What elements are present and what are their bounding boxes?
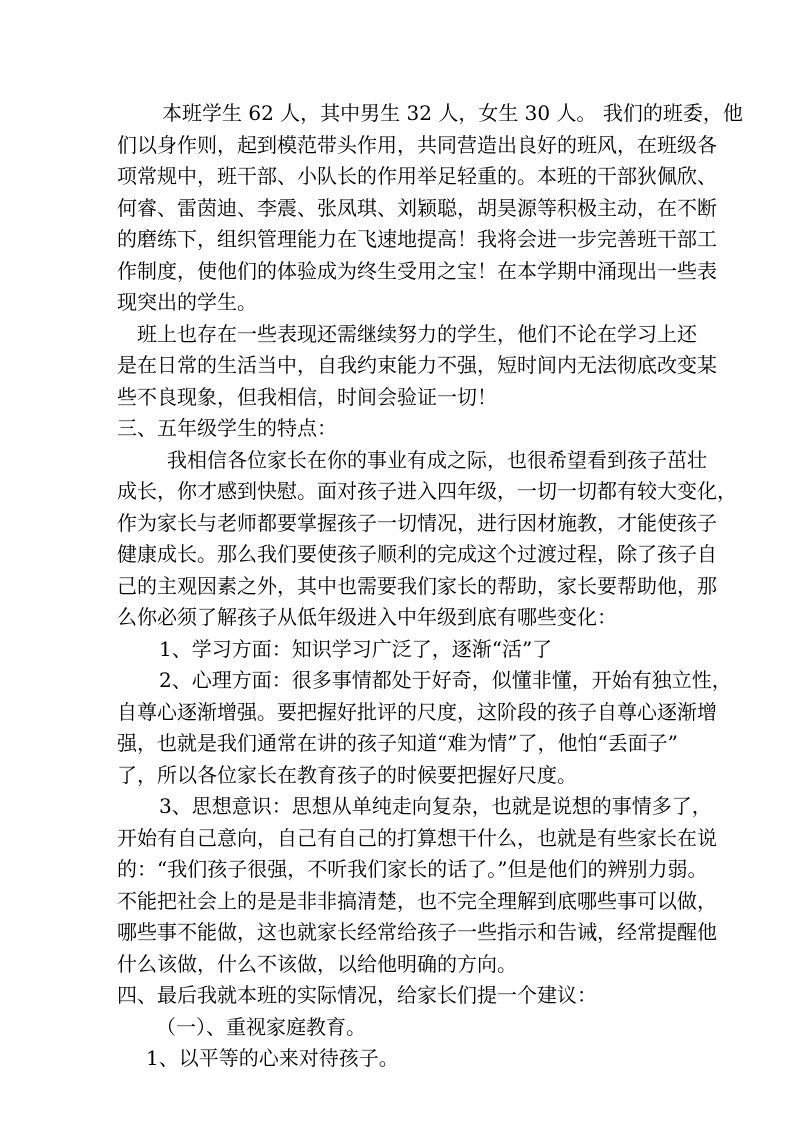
subsection-heading: （一）、重视家庭教育。 (156, 1015, 366, 1039)
paragraph-line: 健康成长。那么我们要使孩子顺利的完成这个过渡过程，除了孩子自 (117, 542, 717, 566)
paragraph-line: 作制度，使他们的体验成为终生受用之宝！在本学期中涌现出一些表 (117, 259, 717, 283)
paragraph-line: 己的主观因素之外，其中也需要我们家长的帮助，家长要帮助他，那 (117, 574, 717, 598)
paragraph-line: 成长，你才感到快慰。面对孩子进入四年级，一切一切都有较大变化， (117, 479, 737, 503)
paragraph-line: 现突出的学生。 (117, 290, 257, 314)
paragraph-line: 的磨练下，组织管理能力在飞速地提高！我将会进一步完善班干部工 (117, 227, 717, 251)
paragraph-line: 么你必须了解孩子从低年级进入中年级到底有哪些变化： (117, 605, 617, 629)
paragraph-line: 们以身作则，起到模范带头作用，共同营造出良好的班风，在班级各 (117, 133, 717, 157)
paragraph-line: 强，也就是我们通常在讲的孩子知道“难为情”了，他怕“丢面子” (117, 731, 678, 755)
paragraph-line: 本班学生 62 人，其中男生 32 人，女生 30 人。 我们的班委，他 (162, 101, 743, 125)
paragraph-line: 开始有自己意向，自己有自己的打算想干什么，也就是有些家长在说 (117, 826, 717, 850)
paragraph-line: 不能把社会上的是是非非搞清楚，也不完全理解到底哪些事可以做， (117, 889, 717, 913)
paragraph-line: 何睿、雷茵迪、李震、张凤琪、刘颖聪，胡昊源等积极主动，在不断 (117, 196, 717, 220)
paragraph-line: 的：“我们孩子很强，不听我们家长的话了。”但是他们的辨别力弱。 (117, 857, 708, 881)
paragraph-line: 自尊心逐渐增强。要把握好批评的尺度，这阶段的孩子自尊心逐渐增 (117, 700, 717, 724)
paragraph-line: 项常规中，班干部、小队长的作用举足轻重的。本班的干部狄佩欣、 (117, 164, 717, 188)
paragraph-line: 什么该做，什么不该做，以给他明确的方向。 (117, 952, 517, 976)
list-item: 3、思想意识：思想从单纯走向复杂，也就是说想的事情多了， (159, 794, 712, 818)
list-item: 2、心理方面：很多事情都处于好奇，似懂非懂，开始有独立性， (159, 668, 732, 692)
paragraph-line: 是在日常的生活当中，自我约束能力不强，短时间内无法彻底改变某 (117, 353, 717, 377)
paragraph-line: 班上也存在一些表现还需继续努力的学生，他们不论在学习上还 (137, 322, 697, 346)
paragraph-line: 哪些事不能做，这也就家长经常给孩子一些指示和告诫，经常提醒他 (117, 920, 717, 944)
list-item: 1、学习方面：知识学习广泛了，逐渐“活”了 (159, 637, 553, 661)
paragraph-line: 作为家长与老师都要掌握孩子一切情况，进行因材施教，才能使孩子 (117, 511, 717, 535)
section-heading: 三、五年级学生的特点： (117, 416, 337, 440)
paragraph-line: 些不良现象，但我相信，时间会验证一切！ (117, 385, 497, 409)
paragraph-line: 了，所以各位家长在教育孩子的时候要把握好尺度。 (117, 763, 577, 787)
section-heading: 四、最后我就本班的实际情况，给家长们提一个建议： (117, 983, 597, 1007)
paragraph-line: 我相信各位家长在你的事业有成之际，也很希望看到孩子茁壮 (167, 448, 707, 472)
list-item: 1、以平等的心来对待孩子。 (146, 1046, 399, 1070)
